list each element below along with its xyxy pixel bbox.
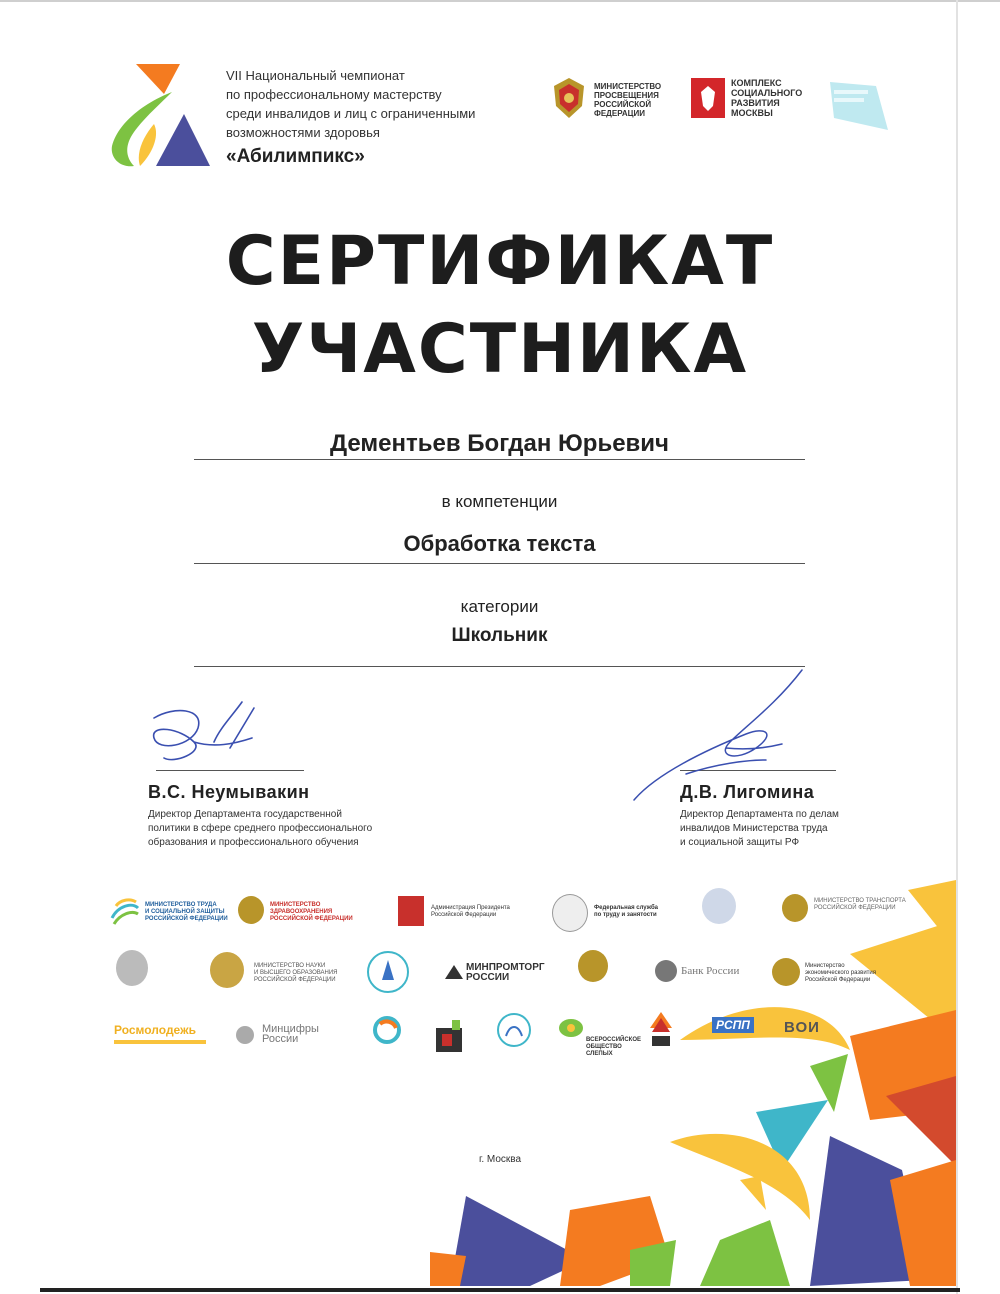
right-signatory-name: Д.В. Лигомина bbox=[680, 782, 815, 802]
bottom-border bbox=[40, 1288, 960, 1292]
rosmolodezh-underline bbox=[114, 1040, 206, 1044]
category-value: Школьник bbox=[451, 625, 548, 646]
mineconomy-emblem-icon bbox=[772, 958, 800, 986]
event-description bbox=[226, 66, 526, 142]
ministry-emblem-icon bbox=[550, 76, 588, 120]
voi-logo: ВОИ bbox=[784, 1019, 820, 1036]
certificate-title-line2: УЧАСТНИКА bbox=[251, 310, 749, 389]
bank-russia-label: Банк России bbox=[681, 965, 740, 977]
mincifry-emblem-icon bbox=[236, 1026, 254, 1044]
left-signatory-name: В.С. Неумывакин bbox=[148, 782, 310, 802]
right-signatory-position: Директор Департамента по делам инвалидов Министерства труда и социальной защиты РФ bbox=[680, 809, 839, 848]
competence-underline bbox=[194, 563, 805, 564]
moscow-complex-label: КОМПЛЕКС СОЦИАЛЬНОГО РАЗВИТИЯ МОСКВЫ bbox=[731, 78, 803, 118]
national-project-logo bbox=[826, 78, 892, 132]
competence-label: в компетенции bbox=[441, 492, 558, 511]
vos-eye-icon bbox=[558, 1016, 584, 1040]
rostrud-label: Федеральная служба по труду и занятости bbox=[594, 905, 659, 918]
minzdrav-emblem-icon bbox=[238, 896, 264, 924]
certificate-title-line1: СЕРТИФИКАТ bbox=[225, 222, 775, 301]
swirl-partner-logo bbox=[370, 1014, 404, 1054]
event-line: VII Национальный чемпионат bbox=[226, 68, 405, 83]
logo-orange-shape bbox=[136, 64, 180, 94]
tree-partner-logo bbox=[648, 1008, 674, 1048]
decorative-shapes bbox=[430, 880, 958, 1286]
event-line: по профессиональному мастерству bbox=[226, 87, 442, 102]
city: г. Москва bbox=[478, 1154, 522, 1165]
ministry-education-label: МИНИСТЕРСТВО ПРОСВЕЩЕНИЯ РОССИЙСКОЙ ФЕДЕРАЦИИ bbox=[594, 82, 662, 118]
rosmolodezh-label: Росмолодежь bbox=[114, 1023, 196, 1037]
minprosv-emblem-icon bbox=[116, 950, 148, 986]
minsport-emblem-icon bbox=[578, 950, 608, 982]
category-label: категории bbox=[460, 597, 539, 616]
minobrnauki-emblem-icon bbox=[210, 952, 244, 988]
left-signatory-position: Директор Департамента государственной политики в сфере среднего профессионального образования и профессионального обучения bbox=[148, 809, 373, 848]
minzdrav-label: МИНИСТЕРСТВО ЗДРАВООХРАНЕНИЯ РОССИЙСКОЙ ФЕДЕРАЦИИ bbox=[270, 902, 353, 922]
mineconomy-label: Министерство экономического развития Российской Федерации bbox=[805, 963, 877, 983]
event-line: среди инвалидов и лиц с ограниченными bbox=[226, 106, 476, 121]
rostrud-emblem-icon bbox=[552, 894, 588, 932]
minpromtorg-label: МИНПРОМТОРГ РОССИИ bbox=[466, 962, 545, 983]
bank-russia-emblem-icon bbox=[655, 960, 677, 982]
abilympics-logo bbox=[106, 62, 218, 172]
mintrud-logo-icon bbox=[110, 898, 140, 926]
participant-name: Дементьев Богдан Юрьевич bbox=[330, 430, 669, 457]
eagle-emblem-icon bbox=[702, 888, 736, 924]
moscow-emblem-icon bbox=[691, 78, 725, 118]
top-border bbox=[0, 0, 1000, 2]
competence-value: Обработка текста bbox=[403, 531, 596, 556]
minpromtorg-icon bbox=[445, 965, 463, 979]
rspp-logo: РСПП bbox=[712, 1017, 754, 1033]
president-administration-emblem-icon bbox=[398, 896, 424, 926]
minobrnauki-label: МИНИСТЕРСТВО НАУКИ И ВЫСШЕГО ОБРАЗОВАНИЯ РОССИЙСКОЙ ФЕДЕРАЦИИ bbox=[254, 963, 338, 983]
logo-indigo-shape bbox=[156, 114, 210, 166]
mintrud-label: МИНИСТЕРСТВО ТРУДА И СОЦИАЛЬНОЙ ЗАЩИТЫ РОССИЙСКОЙ ФЕДЕРАЦИИ bbox=[145, 902, 228, 922]
event-line: возможностями здоровья bbox=[226, 125, 380, 140]
circular-partner-logo bbox=[364, 950, 412, 994]
participant-underline bbox=[194, 459, 805, 460]
round-partner-logo bbox=[496, 1012, 532, 1048]
mintrans-label: МИНИСТЕРСТВО ТРАНСПОРТА РОССИЙСКОЙ ФЕДЕРАЦИИ bbox=[814, 898, 906, 911]
house-partner-logo bbox=[432, 1014, 466, 1054]
mincifry-label: Минцифры России bbox=[262, 1023, 319, 1045]
left-signature bbox=[134, 698, 274, 788]
event-name: «Абилимпикс» bbox=[226, 146, 365, 167]
logo-yellow-shape bbox=[139, 124, 156, 166]
mintrans-emblem-icon bbox=[782, 894, 808, 922]
vos-label: ВСЕРОССИЙСКОЕ ОБЩЕСТВО СЛЕПЫХ bbox=[586, 1037, 641, 1057]
president-administration-label: Администрация Президента Российской Федерации bbox=[431, 905, 510, 918]
